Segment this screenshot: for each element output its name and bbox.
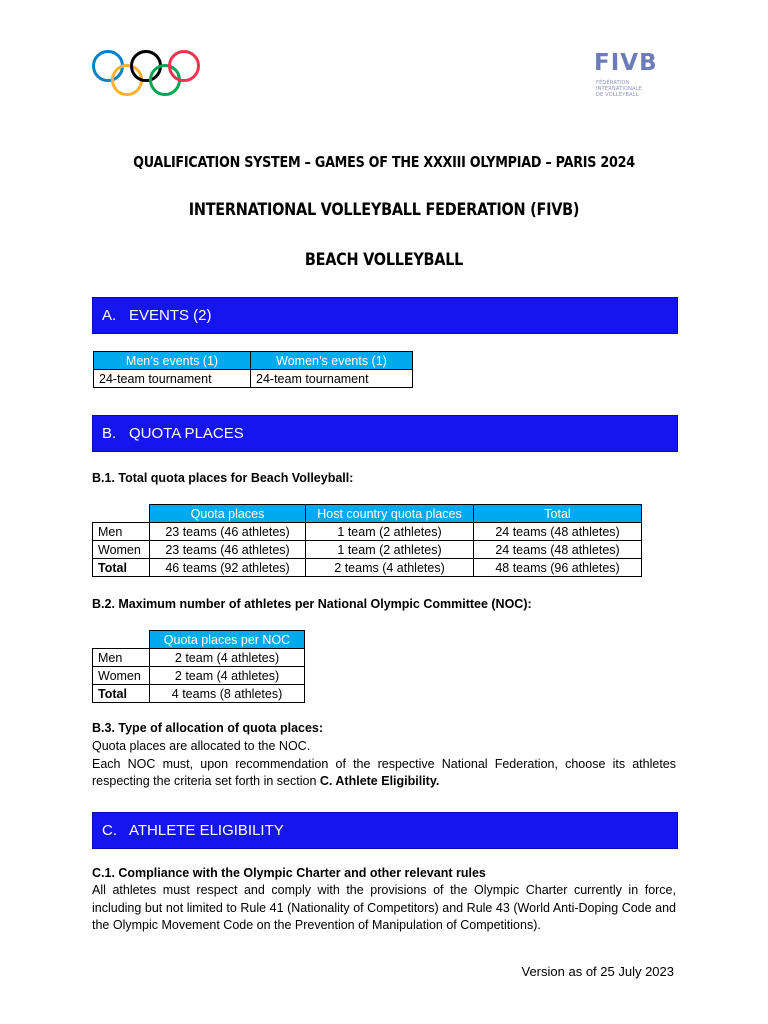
b2-heading: B.2. Maximum number of athletes per National Olympic Committee (NOC): — [92, 597, 532, 611]
table-row — [93, 649, 305, 667]
ring-yellow — [113, 66, 142, 95]
athlete-eligibility-reference: C. Athlete Eligibility. — [319, 774, 440, 788]
sport-title: BEACH VOLLEYBALL — [304, 250, 464, 270]
fivb-logo — [582, 50, 674, 98]
row-label: Women — [93, 667, 150, 685]
b3-line-1: Quota places are allocated to the NOC. — [92, 739, 311, 753]
quota-header: Quota places — [150, 505, 306, 523]
noc-quota-cell: 2 team (4 athletes) — [150, 667, 305, 685]
section-c-label: ATHLETE ELIGIBILITY — [129, 822, 284, 839]
section-b-label: QUOTA PLACES — [129, 425, 244, 442]
olympic-rings-logo — [90, 48, 202, 100]
qualification-title: QUALIFICATION SYSTEM – GAMES OF THE XXXIII OLYMPIAD – PARIS 2024 — [133, 153, 635, 171]
total-cell: 24 teams (48 athletes) — [474, 541, 642, 559]
row-label: Total — [93, 559, 150, 577]
section-b-number: B. — [102, 425, 117, 442]
host-quota-cell: 1 team (2 athletes) — [306, 541, 474, 559]
version-footer: Version as of 25 July 2023 — [521, 964, 674, 979]
host-quota-cell: 2 teams (4 athletes) — [306, 559, 474, 577]
c1-heading: C.1. Compliance with the Olympic Charter and other relevant rules — [92, 866, 486, 880]
table-row — [93, 685, 305, 703]
fivb-logo-word: FIVB — [594, 50, 658, 76]
table-corner — [93, 631, 150, 649]
events-header-men: Men’s events (1) — [94, 352, 251, 370]
host-quota-header: Host country quota places — [306, 505, 474, 523]
c1-paragraph: All athletes must respect and comply with the provisions of the Olympic Charter currently in force, including but not limited to Rule 41 (Nationality of Competitors) and Rule 43 (World Anti-Doping Code and the Olympic Movement Code on the Prevention of Manipulation of Competitions). — [92, 883, 676, 932]
b3-line-2: Each NOC must, upon recommendation of the respective National Federation, choose its athletes respecting the criteria set forth in section C. Athlete Eligibility. — [92, 756, 676, 788]
table-row — [93, 523, 642, 541]
federation-title: INTERNATIONAL VOLLEYBALL FEDERATION (FIVB) — [188, 200, 580, 220]
ring-red — [170, 52, 199, 81]
ring-blue — [94, 52, 123, 81]
events-cell-women: 24-team tournament — [251, 370, 413, 388]
host-quota-cell: 1 team (2 athletes) — [306, 523, 474, 541]
table-row — [93, 559, 642, 577]
noc-quota-table — [92, 630, 305, 703]
noc-quota-header: Quota places per NOC — [150, 631, 305, 649]
events-cell-men: 24-team tournament — [94, 370, 251, 388]
row-label: Men — [93, 649, 150, 667]
b3-heading: B.3. Type of allocation of quota places: — [92, 721, 324, 735]
fivb-logo-subtitle: FÉDÉRATION INTERNATIONALE DE VOLLEYBALL — [596, 80, 643, 98]
noc-quota-cell: 4 teams (8 athletes) — [150, 685, 305, 703]
total-cell: 24 teams (48 athletes) — [474, 523, 642, 541]
section-b-header — [92, 415, 678, 452]
row-label: Women — [93, 541, 150, 559]
total-cell: 48 teams (96 athletes) — [474, 559, 642, 577]
events-header-women: Women’s events (1) — [251, 352, 413, 370]
b1-heading: B.1. Total quota places for Beach Volleyball: — [92, 471, 354, 485]
row-label: Men — [93, 523, 150, 541]
section-a-header — [92, 297, 678, 334]
section-a-label: EVENTS (2) — [129, 307, 212, 324]
section-a-number: A. — [102, 307, 117, 324]
table-row — [94, 370, 413, 388]
quota-cell: 23 teams (46 athletes) — [150, 541, 306, 559]
ring-green — [151, 66, 180, 95]
table-row — [93, 667, 305, 685]
ring-black — [132, 52, 161, 81]
section-c-number: C. — [102, 822, 117, 839]
table-row — [93, 541, 642, 559]
quota-cell: 23 teams (46 athletes) — [150, 523, 306, 541]
section-c-header — [92, 812, 678, 849]
b3-paragraph — [92, 738, 676, 791]
events-table — [93, 351, 413, 388]
noc-quota-cell: 2 team (4 athletes) — [150, 649, 305, 667]
table-corner — [93, 505, 150, 523]
total-header: Total — [474, 505, 642, 523]
row-label: Total — [93, 685, 150, 703]
total-quota-table — [92, 504, 642, 577]
quota-cell: 46 teams (92 athletes) — [150, 559, 306, 577]
